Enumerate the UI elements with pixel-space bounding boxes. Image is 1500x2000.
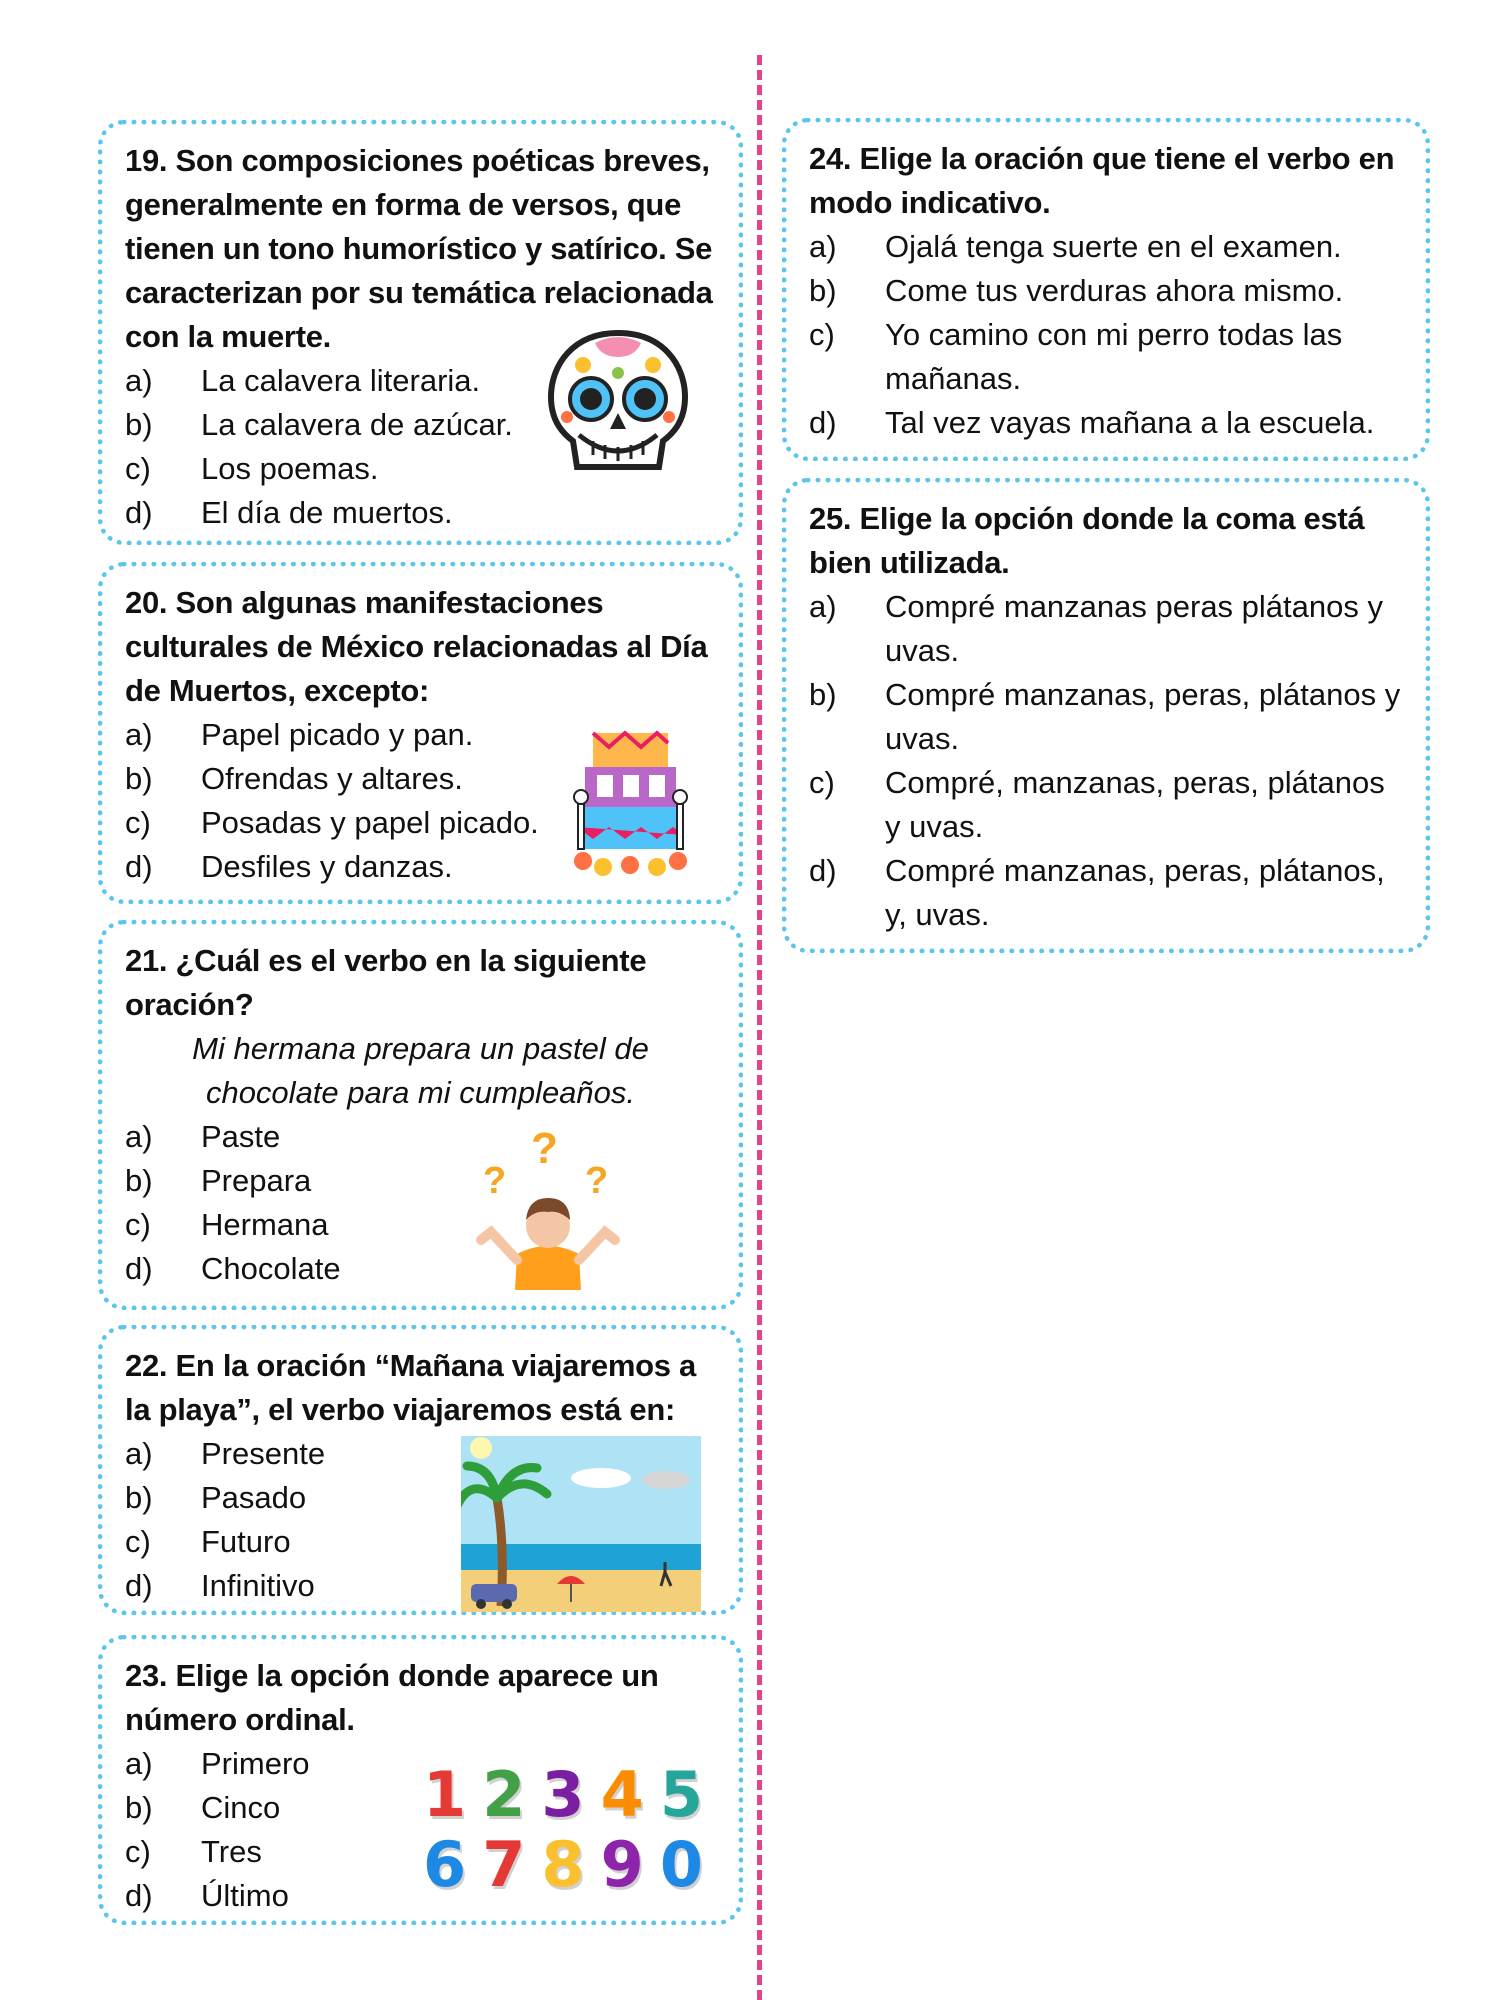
question-text: 25. Elige la opción donde la coma está bien utilizada. xyxy=(809,501,1365,580)
question-card-23 xyxy=(98,1635,743,1925)
option-a[interactable]: a) Primero xyxy=(125,1746,310,1781)
example-sentence: Mi hermana prepara un pastel de chocolate para mi cumpleaños. xyxy=(192,1031,649,1110)
digit: 0 xyxy=(659,1828,703,1901)
digit: 5 xyxy=(659,1758,703,1831)
center-divider xyxy=(757,55,762,2000)
question-text: 24. Elige la oración que tiene el verbo en modo indicativo. xyxy=(809,141,1395,220)
option-c[interactable]: c) Yo camino con mi perro todas las mañanas. xyxy=(809,317,1343,396)
question-text: 22. En la oración “Mañana viajaremos a la playa”, el verbo viajaremos está en: xyxy=(125,1348,696,1427)
option-c[interactable]: c) Los poemas. xyxy=(125,451,379,486)
option-d[interactable]: d) Infinitivo xyxy=(125,1568,315,1603)
option-a[interactable]: a) Paste xyxy=(125,1119,281,1154)
digit: 2 xyxy=(482,1758,526,1831)
option-d[interactable]: d) Chocolate xyxy=(125,1251,341,1286)
digit: 9 xyxy=(600,1828,644,1901)
option-b[interactable]: b) Compré manzanas, peras, plátanos y uvas. xyxy=(809,677,1401,756)
option-d[interactable]: d) Desfiles y danzas. xyxy=(125,849,453,884)
sugar-skull-icon xyxy=(543,327,693,477)
option-d[interactable]: d) Último xyxy=(125,1878,289,1913)
question-card-20 xyxy=(98,562,743,904)
option-c[interactable]: c) Futuro xyxy=(125,1524,291,1559)
question-mark: ? xyxy=(585,1160,609,1202)
options-list xyxy=(125,1115,716,1291)
question-card-22 xyxy=(98,1325,743,1615)
digit: 8 xyxy=(541,1828,585,1901)
option-b[interactable]: b) La calavera de azúcar. xyxy=(125,407,513,442)
question-card-21 xyxy=(98,920,743,1310)
option-c[interactable]: c) Posadas y papel picado. xyxy=(125,805,539,840)
question-mark: ? xyxy=(531,1124,558,1173)
digit: 7 xyxy=(482,1828,526,1901)
option-b[interactable]: b) Come tus verduras ahora mismo. xyxy=(809,273,1344,308)
option-d[interactable]: d) El día de muertos. xyxy=(125,495,453,530)
option-b[interactable]: b) Pasado xyxy=(125,1480,307,1515)
option-b[interactable]: b) Cinco xyxy=(125,1790,281,1825)
option-d[interactable]: d) Compré manzanas, peras, plátanos, y, uvas. xyxy=(809,853,1385,932)
digit: 3 xyxy=(541,1758,585,1831)
option-a[interactable]: a) Compré manzanas peras plátanos y uvas. xyxy=(809,589,1383,668)
option-b[interactable]: b) Prepara xyxy=(125,1163,312,1198)
options-list xyxy=(809,585,1403,937)
option-a[interactable]: a) Papel picado y pan. xyxy=(125,717,474,752)
question-text: 19. Son composiciones poéticas breves, generalmente en forma de versos, que tienen un tono humorístico y satírico. Se caracterizan por su temática relacionada con la muerte. xyxy=(125,143,713,354)
question-text: 20. Son algunas manifestaciones culturales de México relacionadas al Día de Muertos, excepto: xyxy=(125,585,708,708)
question-card-25 xyxy=(782,478,1430,953)
question-card-19 xyxy=(98,120,743,545)
option-a[interactable]: a) Ojalá tenga suerte en el examen. xyxy=(809,229,1342,264)
digit: 1 xyxy=(423,1758,467,1831)
options-list xyxy=(809,225,1403,445)
option-c[interactable]: c) Tres xyxy=(125,1834,262,1869)
question-mark: ? xyxy=(483,1160,507,1202)
option-a[interactable]: a) Presente xyxy=(125,1436,326,1471)
option-c[interactable]: c) Compré, manzanas, peras, plátanos y uvas. xyxy=(809,765,1385,844)
beach-icon xyxy=(461,1436,701,1612)
question-text: 21. ¿Cuál es el verbo en la siguiente oración? xyxy=(125,943,647,1022)
option-a[interactable]: a) La calavera literaria. xyxy=(125,363,481,398)
numbers-icon xyxy=(423,1760,703,1910)
question-card-24 xyxy=(782,118,1430,461)
digit: 6 xyxy=(423,1828,467,1901)
option-b[interactable]: b) Ofrendas y altares. xyxy=(125,761,463,796)
digit: 4 xyxy=(600,1758,644,1831)
confused-person-icon xyxy=(473,1124,623,1290)
option-c[interactable]: c) Hermana xyxy=(125,1207,329,1242)
question-text: 23. Elige la opción donde aparece un número ordinal. xyxy=(125,1658,659,1737)
option-d[interactable]: d) Tal vez vayas mañana a la escuela. xyxy=(809,405,1375,440)
altar-icon xyxy=(573,727,688,882)
